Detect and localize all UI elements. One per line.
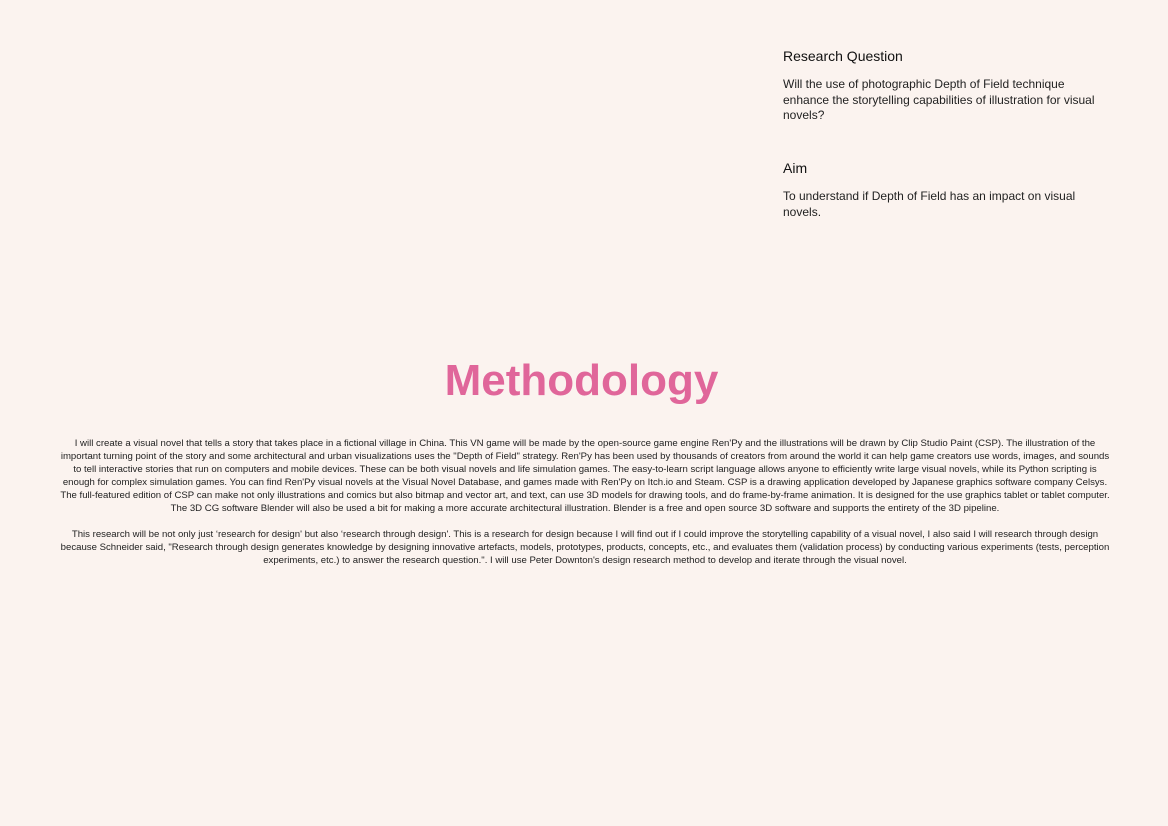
- aim-heading: Aim: [783, 160, 808, 176]
- aim-section: [783, 159, 1103, 220]
- research-question-text: Will the use of photographic Depth of Field technique enhance the storytelling capabilities of illustration for visual novels?: [783, 77, 1095, 122]
- research-question-section: [783, 47, 1103, 124]
- aim-text: To understand if Depth of Field has an impact on visual novels.: [783, 189, 1076, 219]
- methodology-paragraph: I will create a visual novel that tells a story that takes place in a fictional village in China. This VN game will be made by the open-source game engine Ren'Py and the illustrations will be drawn by Clip Studio Paint (CSP). The illustration of the important turning point of the story and some architectural and urban visualizations uses the "Depth of Field" strategy. Ren'Py has been used by thousands of creators from around the world it can help game creators use words, images, and sounds to tell interactive stories that run on computers and mobile devices. These can be both visual novels and life simulation games. The easy-to-learn script language allows anyone to efficiently write large visual novels, while its Python scripting is enough for complex simulation games. You can find Ren'Py visual novels at the Visual Novel Database, and games made with Ren'Py on Itch.io and Steam. CSP is a drawing application developed by Japanese graphics software company Celsys. The full-featured edition of CSP can make not only illustrations and comics but also bitmap and vector art, and text, can use 3D models for drawing tools, and do frame-by-frame animation. It is designed for the use graphics tablet or tablet computer. The 3D CG software Blender will also be used a bit for making a more accurate architectural illustration. Blender is a free and open source 3D software and supports the entirety of the 3D pipeline.: [60, 438, 1110, 514]
- methodology-title: Methodology: [444, 356, 719, 405]
- research-question-heading: Research Question: [783, 48, 903, 64]
- methodology-paragraph: This research will be not only just ‘research for design' but also ‘research through design'. This is a research for design because I will find out if I could improve the storytelling capability of a visual novel, I also said I will research through design because Schneider said, "Research through design generates knowledge by designing innovative artefacts, models, prototypes, products, concepts, etc., and evaluates them (validation process) by conducting various experiments (tests, perception experiments, etc.) to answer the research question.". I will use Peter Downton's design research method to develop and iterate through the visual novel.: [60, 529, 1110, 566]
